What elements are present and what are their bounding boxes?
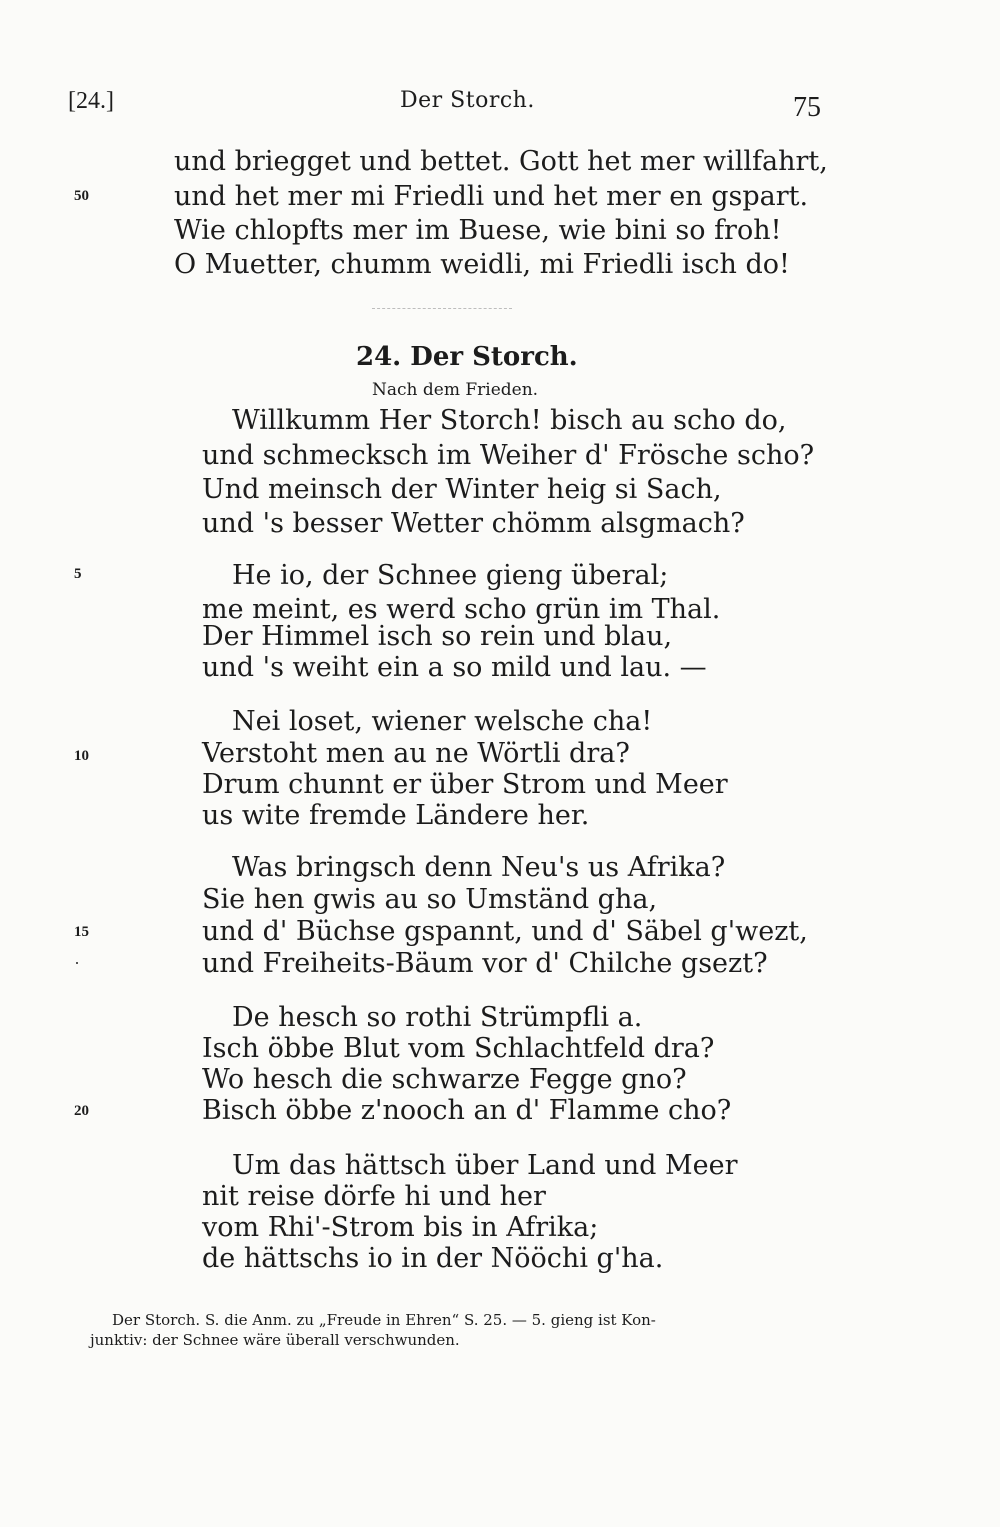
- page-number: 75: [793, 92, 821, 123]
- footnote-line-1: Der Storch. S. die Anm. zu „Freude in Ehren“ S. 25. — 5. gieng ist Kon-: [112, 1311, 656, 1329]
- prev-line-2: und het mer mi Friedli und het mer en gspart.: [174, 181, 809, 212]
- poem-line-20: Bisch öbbe z'nooch an d' Flamme cho?: [202, 1095, 732, 1126]
- poem-line-7: Der Himmel isch so rein und blau,: [202, 621, 673, 652]
- poem-line-12: us wite fremde Ländere her.: [202, 800, 590, 831]
- poem-line-14: Sie hen gwis au so Umständ gha,: [202, 884, 658, 915]
- prev-line-4: O Muetter, chumm weidli, mi Friedli isch do!: [174, 249, 790, 280]
- section-divider: [372, 308, 512, 309]
- line-number-10: 10: [74, 748, 89, 764]
- poem-line-5: He io, der Schnee gieng überal;: [232, 560, 669, 591]
- poem-line-10: Verstoht men au ne Wörtli dra?: [202, 738, 630, 769]
- poem-line-11: Drum chunnt er über Strom und Meer: [202, 769, 728, 800]
- footnote-line-2: junktiv: der Schnee wäre überall verschwunden.: [90, 1331, 460, 1349]
- poem-line-23: vom Rhi'-Strom bis in Afrika;: [202, 1212, 599, 1243]
- poem-title: 24. Der Storch.: [356, 342, 578, 372]
- poem-line-13: Was bringsch denn Neu's us Afrika?: [232, 852, 726, 883]
- poem-line-4: und 's besser Wetter chömm alsgmach?: [202, 508, 745, 539]
- poem-line-6: me meint, es werd scho grün im Thal.: [202, 594, 721, 625]
- poem-line-24: de hättschs io in der Nööchi g'ha.: [202, 1243, 664, 1274]
- poem-line-15: und d' Büchse gspannt, und d' Säbel g'wezt,: [202, 916, 808, 947]
- margin-mark: [76, 962, 78, 964]
- poem-line-1: Willkumm Her Storch! bisch au scho do,: [232, 405, 787, 436]
- running-title: Der Storch.: [400, 88, 535, 113]
- poem-line-9: Nei loset, wiener welsche cha!: [232, 706, 653, 737]
- poem-subtitle: Nach dem Frieden.: [372, 380, 539, 400]
- section-marker: [24.]: [68, 88, 114, 114]
- poem-line-16: und Freiheits-Bäum vor d' Chilche gsezt?: [202, 948, 768, 979]
- poem-line-17: De hesch so rothi Strümpfli a.: [232, 1002, 643, 1033]
- poem-line-3: Und meinsch der Winter heig si Sach,: [202, 474, 722, 505]
- line-number-15: 15: [74, 924, 89, 940]
- line-number-50: 50: [74, 188, 89, 204]
- prev-line-3: Wie chlopfts mer im Buese, wie bini so froh!: [174, 215, 782, 246]
- prev-line-1: und briegget und bettet. Gott het mer willfahrt,: [174, 146, 828, 177]
- poem-line-21: Um das hättsch über Land und Meer: [232, 1150, 738, 1181]
- poem-line-22: nit reise dörfe hi und her: [202, 1181, 546, 1212]
- poem-line-8: und 's weiht ein a so mild und lau. —: [202, 652, 707, 683]
- line-number-5: 5: [74, 566, 82, 582]
- poem-line-18: Isch öbbe Blut vom Schlachtfeld dra?: [202, 1033, 715, 1064]
- poem-line-2: und schmecksch im Weiher d' Frösche scho?: [202, 440, 815, 471]
- poem-line-19: Wo hesch die schwarze Fegge gno?: [202, 1064, 687, 1095]
- line-number-20: 20: [74, 1103, 89, 1119]
